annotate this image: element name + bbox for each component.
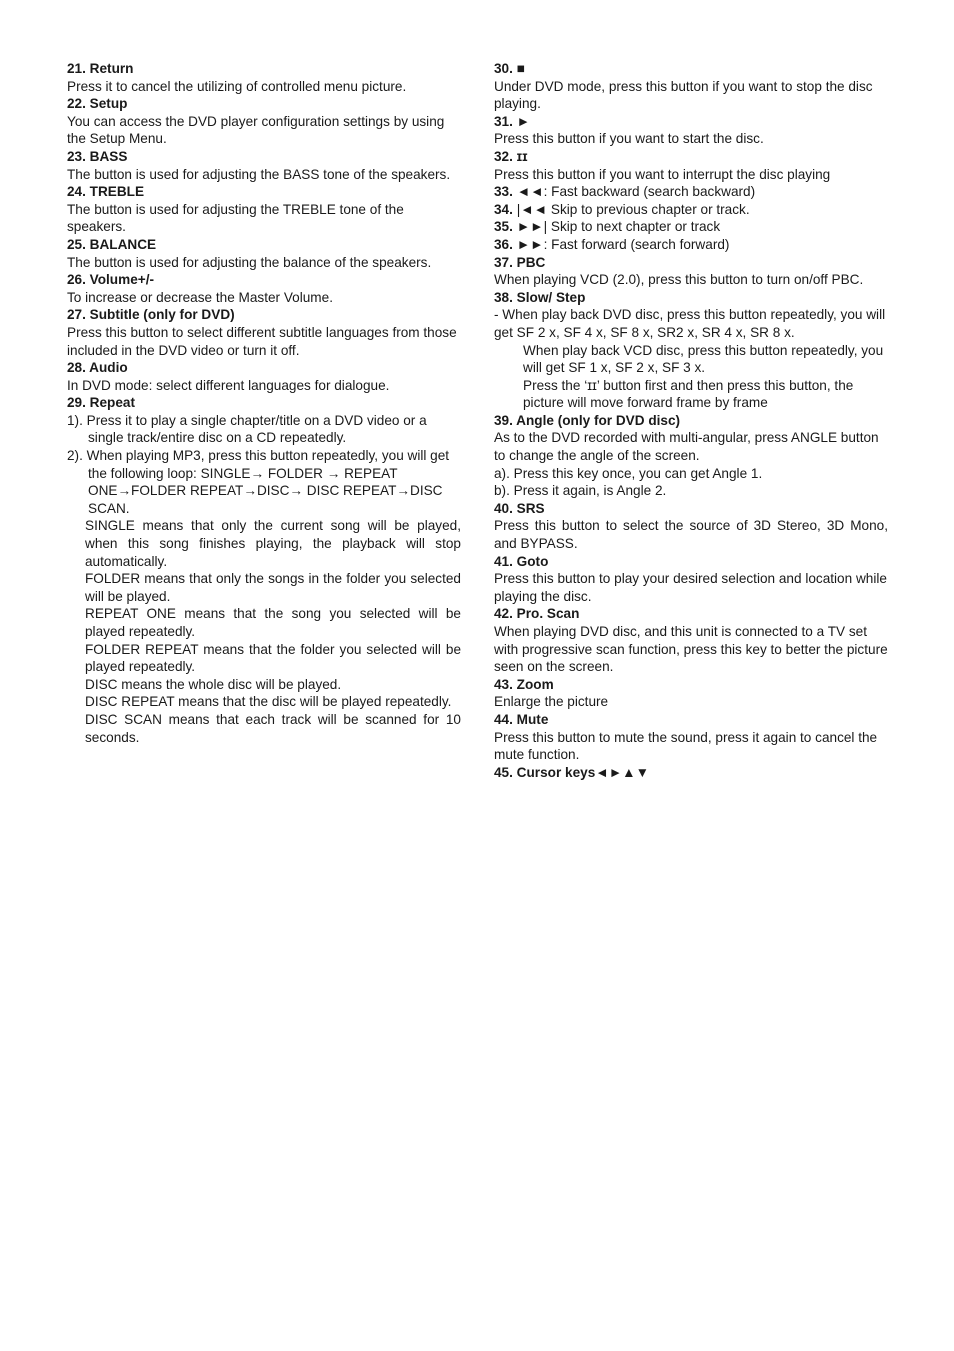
control-number: 35. (494, 219, 517, 235)
section-heading: 30. ■ (494, 61, 525, 76)
right-column (494, 60, 888, 781)
control-number: 36. (494, 236, 517, 252)
paragraph: DISC REPEAT means that the disc will be played repeatedly. (85, 694, 452, 710)
section-heading: 37. PBC (494, 254, 546, 270)
control-description (494, 236, 888, 254)
section-heading: 23. BASS (67, 148, 128, 164)
control-text: ◄◄: Fast backward (search backward) (516, 184, 756, 200)
section-heading: 40. SRS (494, 500, 545, 516)
section-heading: 45. Cursor keys◄►▲▼ (494, 764, 650, 780)
control-description (494, 201, 888, 219)
section-heading: 43. Zoom (494, 676, 554, 692)
paragraph: When playing VCD (2.0), press this button to turn on/off PBC. (494, 272, 864, 288)
section-heading: 22. Setup (67, 96, 128, 112)
paragraph: - When play back DVD disc, press this button repeatedly, you will get SF 2 x, SF 4 x, SF 8 x, SR2 x, SR 4 x, SR 8 x. (494, 307, 886, 340)
paragraph: DISC means the whole disc will be played. (85, 676, 342, 692)
section-heading: 26. Volume+/- (67, 272, 155, 288)
section-heading: 28. Audio (67, 360, 128, 376)
paragraph: The button is used for adjusting the BASS tone of the speakers. (67, 166, 451, 182)
paragraph: FOLDER means that only the songs in the folder you selected will be played. (85, 571, 461, 604)
section-heading: 42. Pro. Scan (494, 606, 580, 622)
section-heading: 44. Mute (494, 711, 549, 727)
paragraph: In DVD mode: select different languages for dialogue. (67, 377, 390, 393)
paragraph: When playing DVD disc, and this unit is connected to a TV set with progressive scan function, press this key to better the picture seen on the screen. (494, 624, 888, 675)
paragraph: Enlarge the picture (494, 694, 609, 710)
control-description (494, 183, 888, 201)
paragraph: You can access the DVD player configuration settings by using the Setup Menu. (67, 113, 445, 147)
paragraph: Press this button to select different subtitle languages from those included in the DVD video or turn it off. (67, 324, 457, 358)
section-heading: 27. Subtitle (only for DVD) (67, 307, 235, 323)
control-text: |◄◄ Skip to previous chapter or track. (516, 201, 750, 217)
paragraph: FOLDER REPEAT means that the folder you selected will be played repeatedly. (85, 641, 461, 675)
paragraph: Under DVD mode, press this button if you want to stop the disc playing. (494, 78, 873, 112)
section-heading: 25. BALANCE (67, 236, 157, 252)
paragraph: The button is used for adjusting the TREBLE tone of the speakers. (67, 201, 404, 235)
control-text: ►►: Fast forward (search forward) (516, 236, 730, 252)
section-heading: 38. Slow/ Step (494, 289, 586, 305)
paragraph: b). Press it again, is Angle 2. (494, 483, 667, 499)
paragraph: Press this button to select the source of 3D Stereo, 3D Mono, and BYPASS. (494, 518, 888, 552)
indented-paragraph: When play back VCD disc, press this button repeatedly, you will get SF 1 x, SF 2 x, SF 3 x. (523, 342, 884, 376)
paragraph: a). Press this key once, you can get Angle 1. (494, 465, 763, 481)
paragraph: The button is used for adjusting the balance of the speakers. (67, 254, 432, 270)
paragraph: Press this button if you want to start the disc. (494, 131, 764, 147)
section-heading: 24. TREBLE (67, 184, 145, 200)
section-heading: 21. Return (67, 61, 134, 76)
control-description (494, 218, 888, 236)
numbered-paragraph: 1). Press it to play a single chapter/title on a DVD video or a single track/entire disc on a CD repeatedly. (67, 412, 427, 446)
numbered-paragraph: 2). When playing MP3, press this button repeatedly, you will get the following loop: SINGLE→ FOLDER → REPEAT ONE→FOLDER REPEAT→DISC→ DISC REPEAT→DISC SCAN. (67, 448, 450, 516)
indented-paragraph: Press the ‘ɪɪ’ button first and then press this button, the picture will move forward frame by frame (523, 377, 854, 411)
section-heading: 41. Goto (494, 553, 549, 569)
paragraph: REPEAT ONE means that the song you selected will be played repeatedly. (85, 606, 461, 639)
paragraph: Press this button to mute the sound, press it again to cancel the mute function. (494, 729, 878, 763)
section-heading: 39. Angle (only for DVD disc) (494, 412, 681, 428)
control-text: ►►| Skip to next chapter or track (516, 219, 721, 235)
section-heading: 29. Repeat (67, 395, 136, 411)
left-column (67, 60, 461, 746)
control-number: 33. (494, 184, 517, 200)
paragraph: DISC SCAN means that each track will be scanned for 10 seconds. (85, 711, 461, 745)
paragraph: As to the DVD recorded with multi-angular, press ANGLE button to change the angle of the screen. (494, 430, 879, 464)
section-heading: 31. ► (494, 113, 531, 129)
paragraph: SINGLE means that only the current song will be played, when this song finishes playing, the playback will stop automatically. (85, 518, 461, 569)
paragraph: Press this button to play your desired selection and location while playing the disc. (494, 571, 887, 604)
paragraph: To increase or decrease the Master Volume. (67, 289, 333, 305)
paragraph: Press this button if you want to interrupt the disc playing (494, 166, 831, 182)
paragraph: Press it to cancel the utilizing of controlled menu picture. (67, 78, 407, 94)
control-number: 34. (494, 201, 517, 217)
section-heading: 32. ɪɪ (494, 148, 528, 164)
